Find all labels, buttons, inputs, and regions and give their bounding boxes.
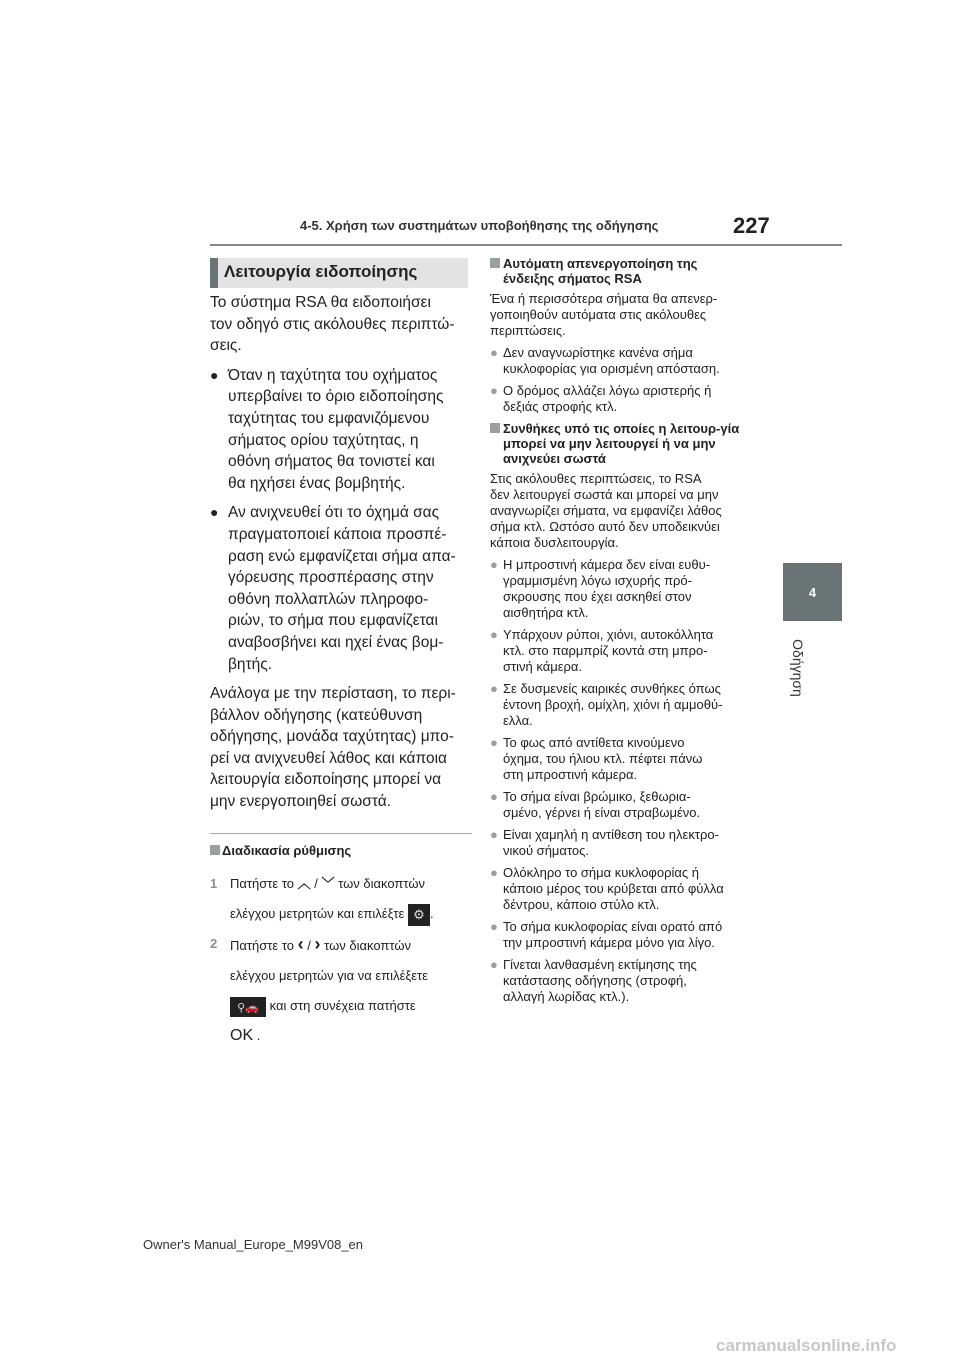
chapter-header: 4-5. Χρήση των συστημάτων υποβοήθησης της οδήγησης [300, 218, 659, 233]
list-item: ● Όταν η ταχύτητα του οχήματος υπερβαίνει το όριο ειδοποίησης ταχύτητας του εμφανιζόμενου σήματος ορίου ταχύτητας, η οθόνη σήματος θα τονιστεί και θα ηχήσει ένας βομβητής. [210, 365, 472, 495]
list-item: ● Αν ανιχνευθεί ότι το όχημά σας πραγματοποιεί κάποια προσπέ- ραση ενώ εμφανίζεται σήμα απα- γόρευσης προσπέρασης στην οθόνη πολλαπλών πληροφο- ριών, το σήμα που εμφανίζεται αναβοσβήνει και ηχεί ένας βομ- βητής. [210, 502, 472, 675]
footer-text: Owner's Manual_Europe_M99V08_en [143, 1237, 364, 1252]
bullet-icon: ● [490, 919, 498, 934]
right-column [490, 256, 752, 1011]
chevron-left-icon: ‹ [297, 934, 304, 955]
subheading: Αυτόματη απενεργοποίηση της ένδειξης σήματος RSA [490, 256, 752, 286]
list-item: ● Η μπροστινή κάμερα δεν είναι ευθυ- γραμμισμένη λόγω ισχυρής πρό- σκρουσης που έχει ασκηθεί στον αισθητήρα κτλ. [490, 557, 711, 620]
page-number: 227 [733, 213, 770, 238]
square-icon [490, 258, 500, 268]
watermark: carmanualsonline.info [716, 1336, 897, 1355]
list-item: ● Σε δυσμενείς καιρικές συνθήκες όπως έντονη βροχή, ομίχλη, χιόνι ή αμμοθύ- ελλα. [490, 681, 723, 728]
chapter-tab-label: Οδήγηση [790, 639, 806, 697]
bullet-icon: ● [490, 557, 498, 572]
road-sign-assist-icon: ⚲🚗 [230, 997, 266, 1017]
step-1: 1 Πατήστε το ︿ / ﹀ των διακοπτών ελέγχου μετρητών και επιλέξτε ⚙ . [210, 869, 472, 929]
paragraph: Ανάλογα με την περίσταση, το περι- βάλλον οδήγησης (κατεύθυνση οδήγησης, μονάδα ταχύτητας) μπο- ρεί να ανιχνευθεί λάθος και κάποια λειτουργία ειδοποίησης μπορεί να μην ενεργοποιηθεί σωστά. [210, 685, 456, 811]
bullet-icon: ● [490, 627, 498, 642]
list-item: ● Ο δρόμος αλλάζει λόγω αριστερής ή δεξιάς στροφής κτλ. [490, 383, 712, 414]
bullet-icon: ● [490, 865, 498, 880]
bullet-icon: ● [490, 383, 498, 398]
section-title: Λειτουργία ειδοποίησης [210, 258, 468, 288]
square-icon [210, 845, 220, 855]
paragraph: Ένα ή περισσότερα σήματα θα απενερ- γοποιηθούν αυτόματα στις ακόλουθες περιπτώσεις. [490, 291, 718, 338]
subheading: Συνθήκες υπό τις οποίες η λειτουρ-γία μπορεί να μην λειτουργεί ή να μην ανιχνεύει σωστά [490, 421, 752, 466]
chevron-right-icon: › [314, 934, 321, 955]
bullet-icon: ● [210, 504, 219, 521]
bullet-icon: ● [490, 735, 498, 750]
divider [210, 833, 472, 834]
step-2: 2 Πατήστε το ‹ / › των διακοπτών ελέγχου μετρητών για να επιλέξετε ⚲🚗 και στη συνέχεια πατήστε OK . [210, 934, 428, 1045]
header-divider [210, 244, 842, 246]
intro-text: Το σύστημα RSA θα ειδοποιήσει τον οδηγό στις ακόλουθες περιπτώ- σεις. [210, 294, 455, 355]
list-item: ● Δεν αναγνωρίστηκε κανένα σήμα κυκλοφορίας για ορισμένη απόσταση. [490, 345, 720, 376]
list-item: ● Το σήμα κυκλοφορίας είναι ορατό από την μπροστινή κάμερα μόνο για λίγο. [490, 919, 723, 950]
square-icon [490, 423, 500, 433]
bullet-icon: ● [490, 345, 498, 360]
bullet-icon: ● [490, 789, 498, 804]
list-item: ● Ολόκληρο το σήμα κυκλοφορίας ή κάποιο μέρος του κρύβεται από φύλλα δέντρου, κάποιο στύλο κτλ. [490, 865, 724, 912]
bullet-icon: ● [210, 366, 219, 383]
list-item: ● Το σήμα είναι βρώμικο, ξεθωρια- σμένο, γέρνει ή είναι στραβωμένο. [490, 789, 701, 820]
left-column [210, 292, 472, 1051]
list-item: ● Υπάρχουν ρύποι, χιόνι, αυτοκόλλητα κτλ. στο παρμπρίζ κοντά στη μπρο- στινή κάμερα. [490, 627, 714, 674]
subheading: Διαδικασία ρύθμισης [210, 840, 472, 862]
bullet-icon: ● [490, 827, 498, 842]
ok-button-label: OK [230, 1027, 254, 1045]
list-item: ● Είναι χαμηλή η αντίθεση του ηλεκτρο- νικού σήματος. [490, 827, 719, 858]
chapter-tab[interactable]: 4 [783, 563, 842, 621]
list-item: ● Το φως από αντίθετα κινούμενο όχημα, του ήλιου κτλ. πέφτει πάνω στη μπροστινή κάμερα. [490, 735, 703, 782]
bullet-icon: ● [490, 681, 498, 696]
paragraph: Στις ακόλουθες περιπτώσεις, το RSA δεν λειτουργεί σωστά και μπορεί να μην αναγνωρίζει σήματα, να εμφανίζει λάθος σήμα κτλ. Ωστόσο αυτό δεν υποδεικνύει κάποια δυσλειτουργία. [490, 471, 722, 550]
chevron-down-icon: ﹀ [321, 876, 335, 892]
bullet-icon: ● [490, 957, 498, 972]
chevron-up-icon: ︿ [297, 876, 311, 892]
list-item: ● Γίνεται λανθασμένη εκτίμησης της κατάστασης οδήγησης (στροφή, αλλαγή λωρίδας κτλ.). [490, 957, 697, 1004]
gear-icon: ⚙ [408, 904, 430, 926]
